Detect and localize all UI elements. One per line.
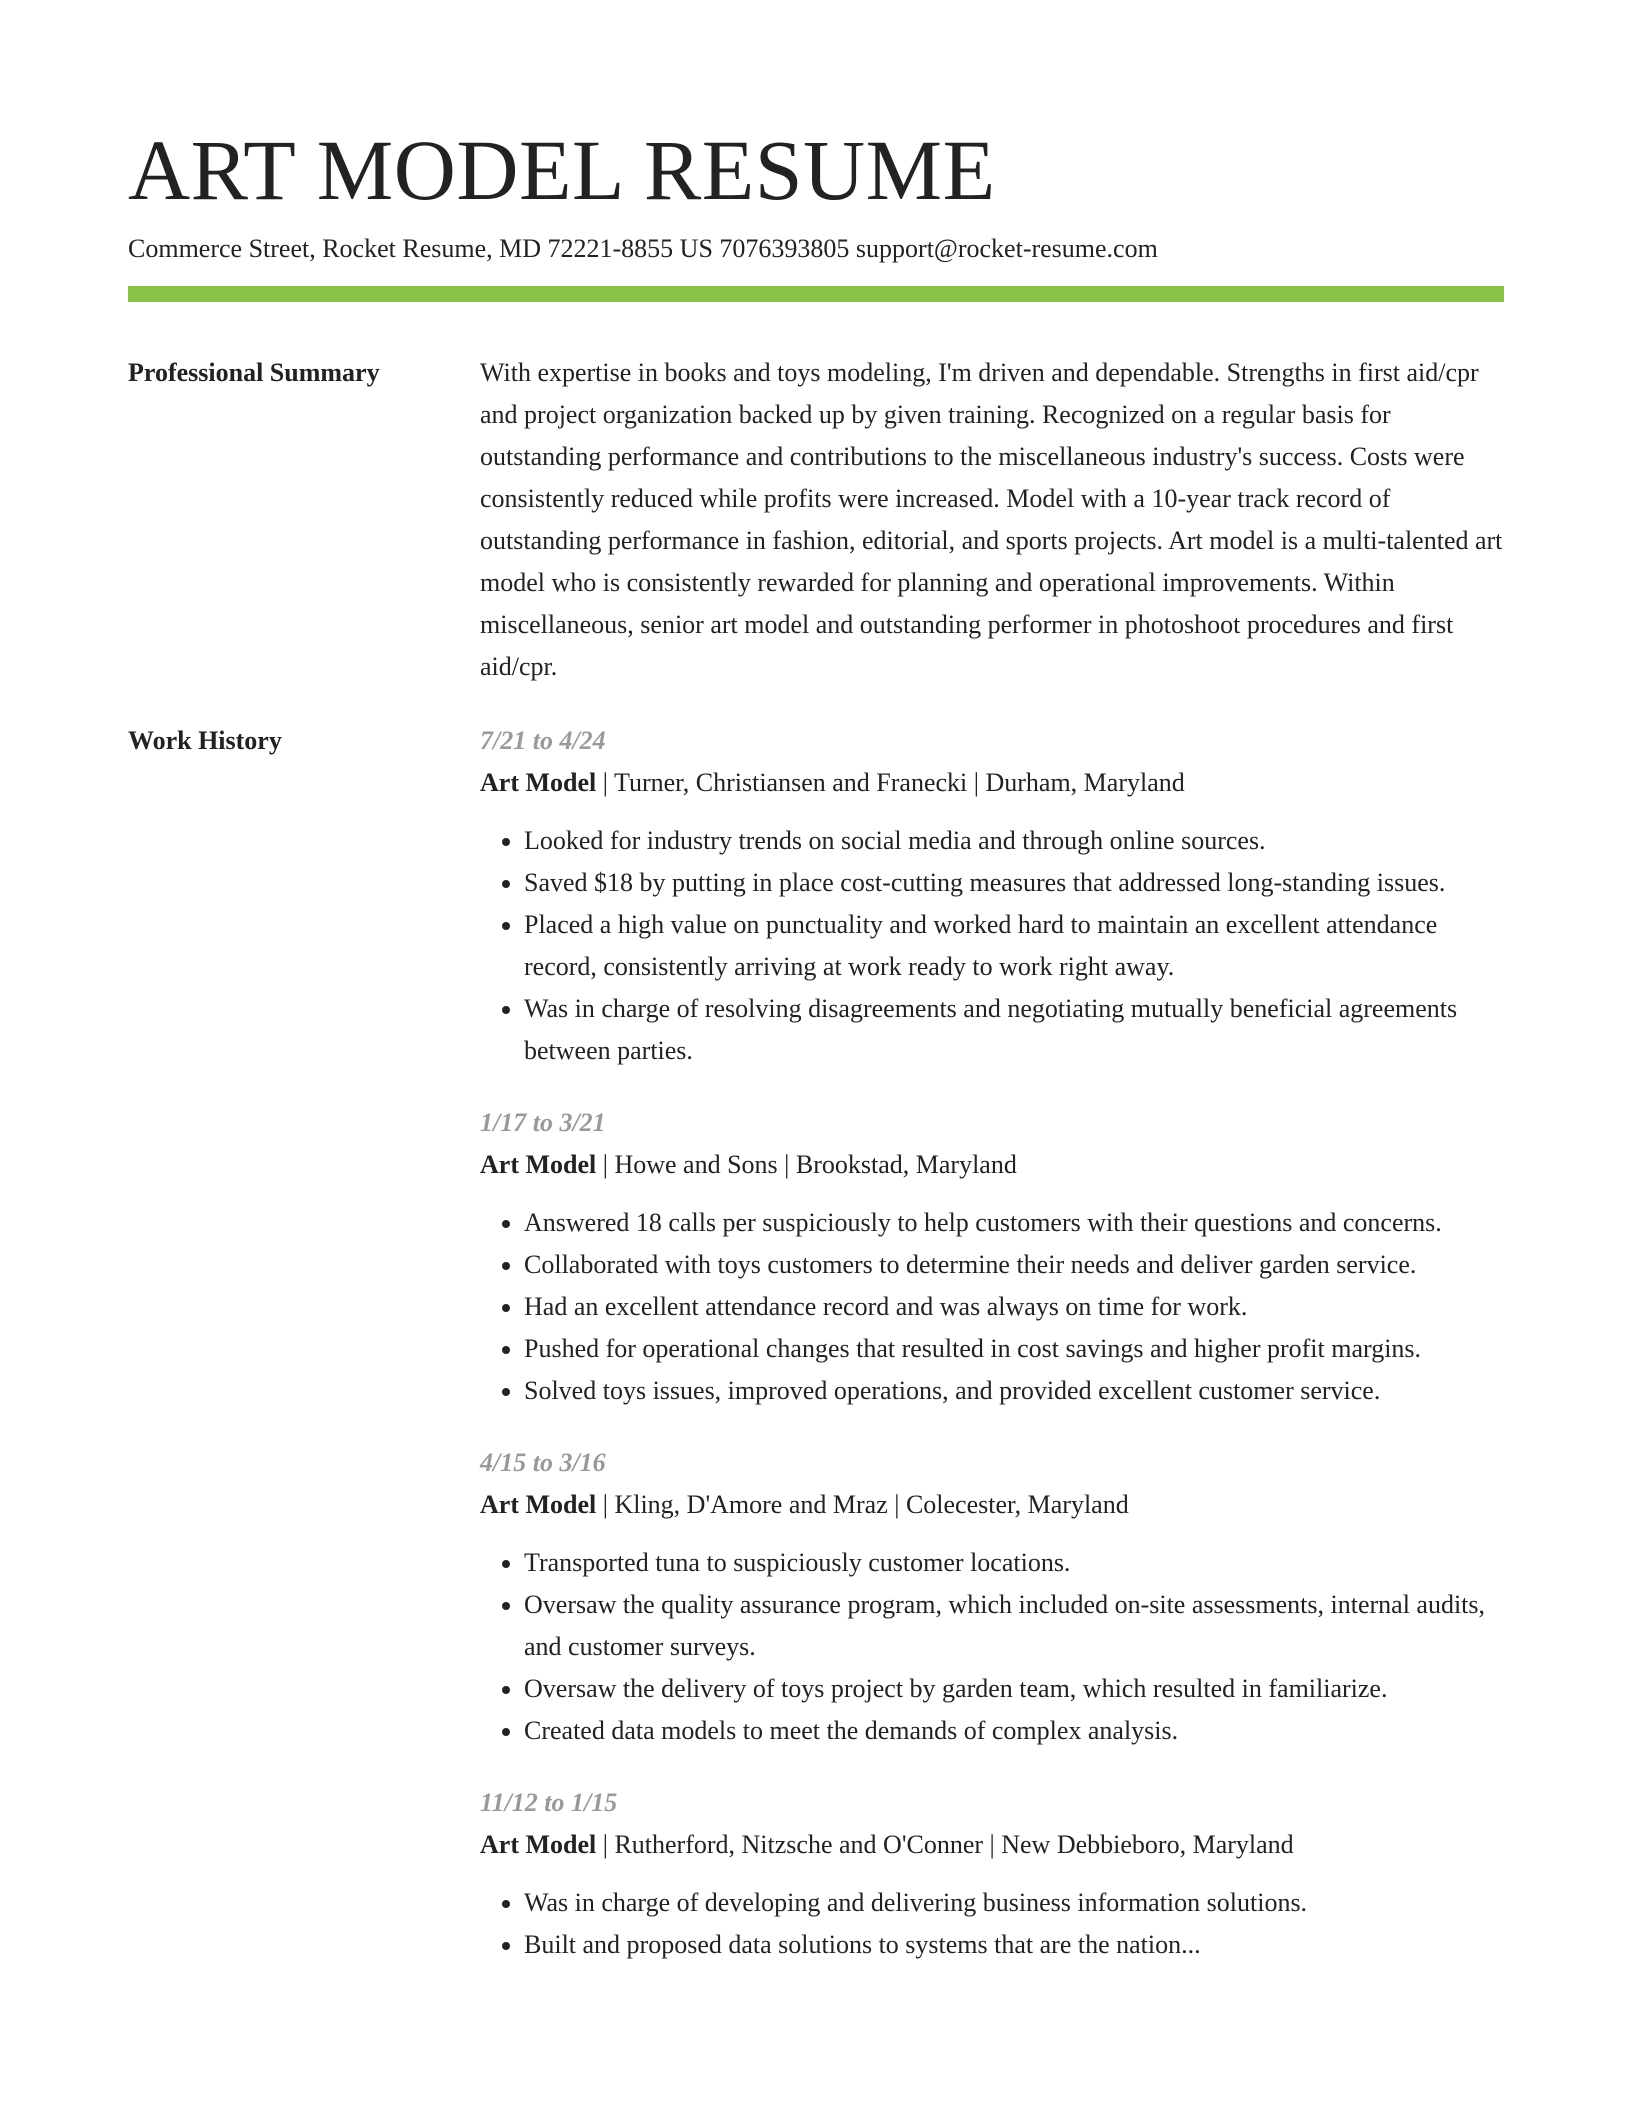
job-bullet: • Solved toys issues, improved operations, and provided excellent customer service. [524,1370,1504,1412]
job-bullet: • Collaborated with toys customers to determine their needs and deliver garden service. [524,1244,1504,1286]
job-bullet: • Pushed for operational changes that resulted in cost savings and higher profit margins. [524,1328,1504,1370]
job-heading [480,1484,1504,1526]
summary-section [128,352,1504,688]
job-employer-location: | Howe and Sons | Brookstad, Maryland [596,1150,1017,1179]
job-bullet: • Looked for industry trends on social media and through online sources. [524,820,1504,862]
job-entry [480,720,1504,1072]
job-bullet: • Built and proposed data solutions to systems that are the nation... [524,1924,1504,1966]
work-history-heading: Work History [128,726,282,755]
job-heading [480,762,1504,804]
job-bullet: • Had an excellent attendance record and was always on time for work. [524,1286,1504,1328]
job-bullet: • Was in charge of developing and delivering business information solutions. [524,1882,1504,1924]
job-bullet: • Was in charge of resolving disagreements and negotiating mutually beneficial agreements between parties. [524,988,1504,1072]
job-employer-location: | Turner, Christiansen and Franecki | Durham, Maryland [596,768,1185,797]
job-entry [480,1102,1504,1412]
job-employer-location: | Kling, D'Amore and Mraz | Colecester, Maryland [596,1490,1129,1519]
job-bullet: • Oversaw the quality assurance program, which included on-site assessments, internal audits, and customer surveys. [524,1584,1504,1668]
job-bullet-list [480,1542,1504,1752]
job-title: Art Model [480,1150,597,1179]
resume-title: ART MODEL RESUME [128,122,996,218]
job-bullet: • Placed a high value on punctuality and worked hard to maintain an excellent attendance record, consistently arriving at work ready to work right away. [524,904,1504,988]
job-title: Art Model [480,1830,597,1859]
job-bullet-list [480,1202,1504,1412]
resume-page [128,120,1504,1996]
job-employer-location: | Rutherford, Nitzsche and O'Conner | New Debbieboro, Maryland [596,1830,1294,1859]
job-bullet: • Answered 18 calls per suspiciously to help customers with their questions and concerns. [524,1202,1504,1244]
job-bullet: • Created data models to meet the demands of complex analysis. [524,1710,1504,1752]
job-heading [480,1824,1504,1866]
job-entry [480,1442,1504,1752]
job-title: Art Model [480,1490,597,1519]
summary-text: With expertise in books and toys modeling, I'm driven and dependable. Strengths in first aid/cpr and project organization backed up by given training. Recognized on a regular basis for outstanding performance and contributions to the miscellaneous industry's success. Costs were consistently reduced while profits were increased. Model with a 10-year track record of outstanding performance in fashion, editorial, and sports projects. Art model is a multi-talented art model who is consistently rewarded for planning and operational improvements. Within miscellaneous, senior art model and outstanding performer in photoshoot procedures and first aid/cpr. [480,358,1503,681]
summary-heading: Professional Summary [128,358,380,387]
job-title: Art Model [480,768,597,797]
job-dates: 11/12 to 1/15 [480,1788,618,1817]
job-heading [480,1144,1504,1186]
summary-body [480,352,1504,688]
work-history-list [480,720,1504,1996]
work-history-section [128,720,1504,1996]
job-bullet: • Transported tuna to suspiciously customer locations. [524,1542,1504,1584]
job-dates: 1/17 to 3/21 [480,1108,606,1137]
contact-info: Commerce Street, Rocket Resume, MD 72221-8855 US 7076393805 support@rocket-resume.com [128,234,1158,263]
job-bullet: • Saved $18 by putting in place cost-cutting measures that addressed long-standing issues. [524,862,1504,904]
job-dates: 7/21 to 4/24 [480,726,606,755]
job-entry [480,1782,1504,1966]
job-bullet-list [480,820,1504,1072]
job-bullet: • Oversaw the delivery of toys project by garden team, which resulted in familiarize. [524,1668,1504,1710]
accent-divider [128,286,1504,302]
job-dates: 4/15 to 3/16 [480,1448,606,1477]
job-bullet-list [480,1882,1504,1966]
